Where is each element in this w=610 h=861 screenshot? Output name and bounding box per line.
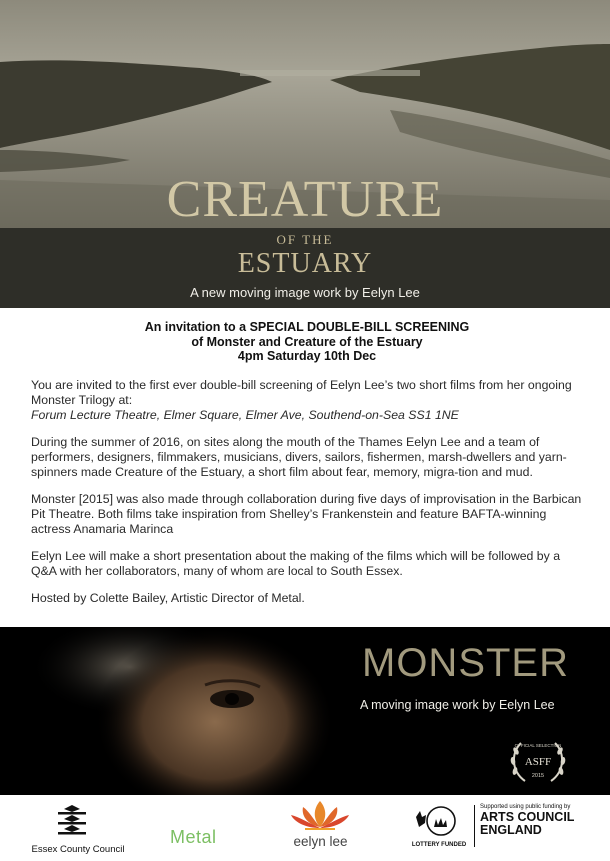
invitation-body bbox=[31, 320, 583, 618]
lottery-funded-label: LOTTERY FUNDED bbox=[411, 842, 467, 848]
headline-line-2: of Monster and Creature of the Estuary bbox=[191, 334, 423, 349]
laurel-selection-text: OFFICIAL SELECTION bbox=[514, 743, 562, 748]
paragraph-host: Hosted by Colette Bailey, Artistic Director of Metal. bbox=[31, 590, 305, 605]
essex-emblem-icon bbox=[18, 801, 138, 841]
creature-credit: A new moving image work by Eelyn Lee bbox=[190, 285, 420, 300]
lotus-icon bbox=[283, 797, 358, 833]
essex-county-council-label: Essex County Council bbox=[31, 844, 125, 855]
logo-divider bbox=[474, 805, 475, 847]
arts-council-logo bbox=[480, 803, 600, 837]
paragraph-invite-text: You are invited to the first ever double-bill screening of Eelyn Lee’s two short films from her ongoing Monster Trilogy at: bbox=[31, 377, 572, 407]
eelyn-lee-logo bbox=[283, 797, 358, 857]
lottery-funded-logo bbox=[408, 803, 470, 855]
essex-county-council-logo bbox=[18, 801, 138, 857]
laurel-year: 2015 bbox=[531, 773, 545, 779]
arts-council-country: ENGLAND bbox=[480, 823, 542, 837]
creature-poster-hero bbox=[0, 0, 610, 308]
paragraph-presentation: Eelyn Lee will make a short presentation about the making of the films which will be followed by a Q&A with her collaborators, many of whom are local to South Essex. bbox=[31, 548, 561, 578]
laurel-festival-name: ASFF bbox=[524, 756, 552, 768]
sponsor-logos bbox=[0, 795, 610, 861]
title-creature: CREATURE bbox=[166, 171, 444, 228]
arts-council-name: ARTS COUNCIL bbox=[480, 810, 575, 824]
monster-title: MONSTER bbox=[362, 641, 569, 685]
title-estuary: ESTUARY bbox=[237, 248, 373, 279]
title-of-the: OF THE bbox=[276, 232, 334, 247]
metal-logo: Metal bbox=[170, 827, 217, 847]
lottery-hand-icon bbox=[408, 803, 470, 841]
paragraph-monster: Monster [2015] was also made through collaboration during five days of improvisation in the Barbican Pit Theatre. Both films take inspiration from Shelley’s Frankenstein and feature BAFTA-winning actress Anamaria Marinca bbox=[31, 491, 582, 536]
venue-address: Forum Lecture Theatre, Elmer Square, Elmer Ave, Southend-on-Sea SS1 1NE bbox=[31, 407, 459, 422]
paragraph-invite bbox=[31, 378, 583, 423]
monster-credit: A moving image work by Eelyn Lee bbox=[360, 698, 555, 712]
headline-line-3: 4pm Saturday 10th Dec bbox=[237, 349, 377, 363]
headline-line-1: An invitation to a SPECIAL DOUBLE-BILL SCREENING bbox=[144, 320, 470, 334]
paragraph-creature: During the summer of 2016, on sites along the mouth of the Thames Eelyn Lee and a team of performers, designers, filmmakers, musicians, divers, sailors, fishermen, marsh-dwellers and yarn-spinners made Creature of the Estuary, a short film about fear, memory, migra-tion and mud. bbox=[31, 434, 567, 479]
festival-laurel-icon bbox=[507, 735, 569, 787]
arts-council-support-text: Supported using public funding by bbox=[480, 804, 571, 810]
invitation-headline bbox=[31, 320, 583, 364]
eelyn-lee-label: eelyn lee bbox=[293, 834, 348, 849]
